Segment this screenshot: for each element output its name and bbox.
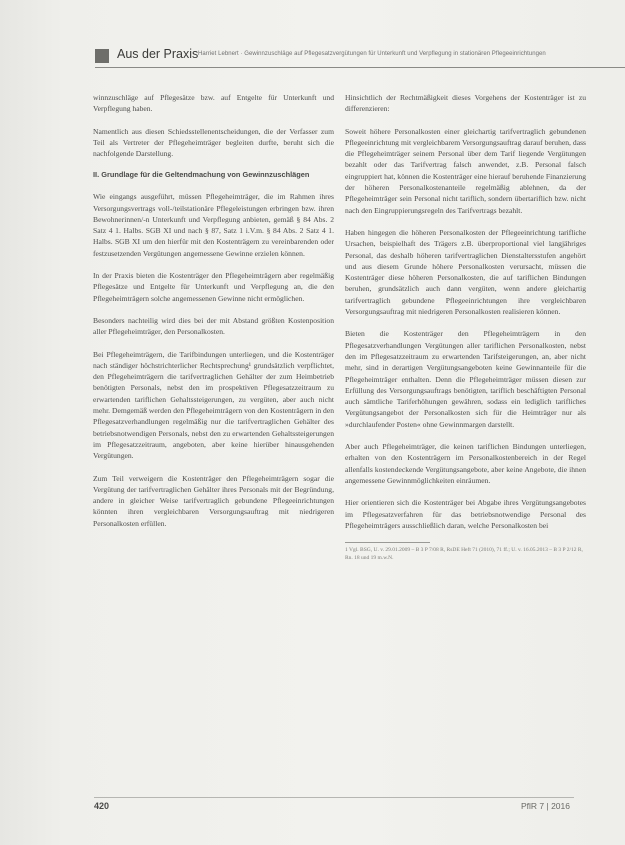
journal-issue: PflR 7 | 2016 <box>521 801 570 811</box>
footnote-divider <box>345 542 430 543</box>
section-marker <box>95 49 109 63</box>
footnote: 1 Vgl. BSG, U. v. 29.01.2009 – B 3 P 7/08 R, RsDE Heft 71 (2010), 71 ff.; U. v. 16.05.2013 – B 3 P 2/12 R, Rn. 18 und 19 m.w.N. <box>345 547 583 561</box>
paragraph: In der Praxis bieten die Kostenträger den Pflegeheimträgern aber regelmäßig Pflegesätze und Entgelte für Unterkunft und Verpflegung an, die den Pflegeheimträgern solche angemessenen Gewinne nicht ermöglichen. <box>93 271 334 303</box>
paragraph: Soweit höhere Personalkosten einer gleichartig tarifvertraglich gebundenen Pflegeeinrichtung mit vergleichbarem Versorgungsauftrag darauf beruhen, dass die Pflegeheimträger seinem Personal über dem Tarif liegende Vergütungen bezahlt oder das Tarifvertrag falsch anwendet, z.B. Personal falsch eingruppiert hat, können die Kostenträger eine hierauf beruhende Finanzierung der höheren Personalkostenanteile regelmäßig ablehnen, da der Pflegeheimträger sein Personal nicht tariflich, sondern übertariflich bzw. nicht nach den Eingruppierungsregeln des Tarifvertrags bezahlt. <box>345 126 586 215</box>
running-header <box>95 47 625 68</box>
paragraph: Wie eingangs ausgeführt, müssen Pflegeheimträger, die im Rahmen ihres Versorgungsvertrags voll-/teilstationäre Pflegeleistungen erbringen bzw. ihren Bewohnerinnen/-n Unterkunft und Verpflegung anbieten, gemäß § 84 Abs. 2 Satz 4 1. Halbs. SGB XI und nach § 87, Satz 1 i.V.m. § 84 Abs. 2 Satz 4 1. Halbs. SGB XI um den hierfür mit den Kostenträgern zu vereinbarenden oder festzusetzenden Vergütungen angemessene Gewinne erzielen können. <box>93 192 334 258</box>
paragraph: Bei Pflegeheimträgern, die Tarifbindungen unterliegen, und die Kostenträger nach ständiger höchstrichterlicher Rechtsprechung¹ grundsätzlich verpflichtet, den Pflegeheimträgern die tarifvertraglichen Gehälter der zum Heimbetrieb benötigten Personals, nebst den im prospektiven Pflegesatzzeitraum zu erwartenden tariflichen Gehaltssteigerungen, zu vergüten, aber auch nicht mehr. Demgemäß werden den Pflegeheimträgern von den Kostenträgern in den Pflegesatzverhandlungen regelmäßig nur die tarifvertraglichen Gehälter des betriebsnotwendigen Personals, nebst den zu erwartenden Gehaltssteigerungen im Pflegesatzzeitraum, angeboten, aber keine hierüber hinausgehenden Vergütungen. <box>93 349 334 461</box>
paragraph: Bieten die Kostenträger den Pflegeheimträgern in den Pflegesatzverhandlungen Vergütungen aller tariflichen Personalkosten, nebst den im Pflegesatzzeitraum zu erwartenden Tarifsteigerungen, an, aber nicht mehr, sind in derartigen Vergütungsangeboten keine Gewinnanteile für die Pflegeheimträger enthalten. Denn die Pflegeheimträger müssen diesen zur Erfüllung des Versorgungsauftrags benötigten, tariflich beschäftigten Personal auch sämtliche Tariferhöhungen gewähren, sodass ein lediglich tarifliches Vergütungsangebot der Personalkosten sich für die Heimträger nur als »durchlaufender Posten« ohne Gewinnmargen darstellt. <box>345 329 586 429</box>
section-title: Aus der Praxis <box>117 47 199 61</box>
right-column <box>345 92 586 562</box>
footer-divider <box>94 797 574 798</box>
paragraph: winnzuschläge auf Pflegesätze bzw. auf Entgelte für Unterkunft und Verpflegung haben. <box>93 93 334 114</box>
page-number: 420 <box>94 801 110 811</box>
paragraph: Haben hingegen die höheren Personalkosten der Pflegeeinrichtung tarifliche Ursachen, beispielhaft des Trägers z.B. überproportional viel langjähriges Personal, das deshalb höheren tarifvertraglichen Dienstaltersstufen angehört und aus diesem Grunde höhere Personalkosten verursacht, müssen die Kostenträger diese höheren Personalkosten, die auf tariflichen Bindungen beruhen, grundsätzlich auch dann vergüten, wenn andere gleichartig tarifvertraglich gebundene Pflegeeinrichtungen ihre vergleichbaren Versorgungsauftrag mit niedrigeren Personalkosten realisieren können. <box>345 227 586 317</box>
left-column <box>93 92 334 540</box>
paragraph: Namentlich aus diesen Schiedsstellenentscheidungen, die der Verfasser zum Teil als Vertreter der Pflegeheimträger begleiten durfte, beruht sich die nachfolgende Darstellung. <box>93 126 334 159</box>
paragraph: Zum Teil verweigern die Kostenträger den Pflegeheimträgern sogar die Vergütung der tarifvertraglichen Gehälter ihres Personals mit der Begründung, andere in gleicher Weise tarifvertraglich gebundene Pflegeeinrichtungen könnten ihren vergleichbaren Versorgungsauftrag mit niedrigeren Personalkosten erfüllen. <box>93 473 334 528</box>
paragraph: Besonders nachteilig wird dies bei der mit Abstand größten Kostenposition aller Pflegeheimträger, den Personalkosten. <box>93 315 334 337</box>
header-subtitle: Harriet Lebnert · Gewinnzuschläge auf Pflegesatzvergütungen für Unterkunft und Verpflegung in stationären Pflegeeinrichtungen <box>198 51 546 57</box>
section-heading: II. Grundlage für die Geltendmachung von Gewinnzuschlägen <box>93 170 310 180</box>
paragraph: Hier orientieren sich die Kostenträger bei Abgabe ihres Vergütungsangebotes im Pflegesatzverfahren für das betriebsnotwendige Personal des Pflegeheimträgers ausschließlich daran, welche Personalkosten bei <box>345 498 586 530</box>
paragraph: Aber auch Pflegeheimträger, die keinen tariflichen Bindungen unterliegen, erhalten von den Kostenträgern im Personalkostenbereich in der Regel allenfalls kostendeckende Vergütungsangebote, aber keine Angebote, die ihnen angemessene Gewinnmöglichkeiten einräumen. <box>345 442 586 485</box>
paragraph: Hinsichtlich der Rechtmäßigkeit dieses Vorgehens der Kostenträger ist zu differenzieren: <box>345 93 586 114</box>
